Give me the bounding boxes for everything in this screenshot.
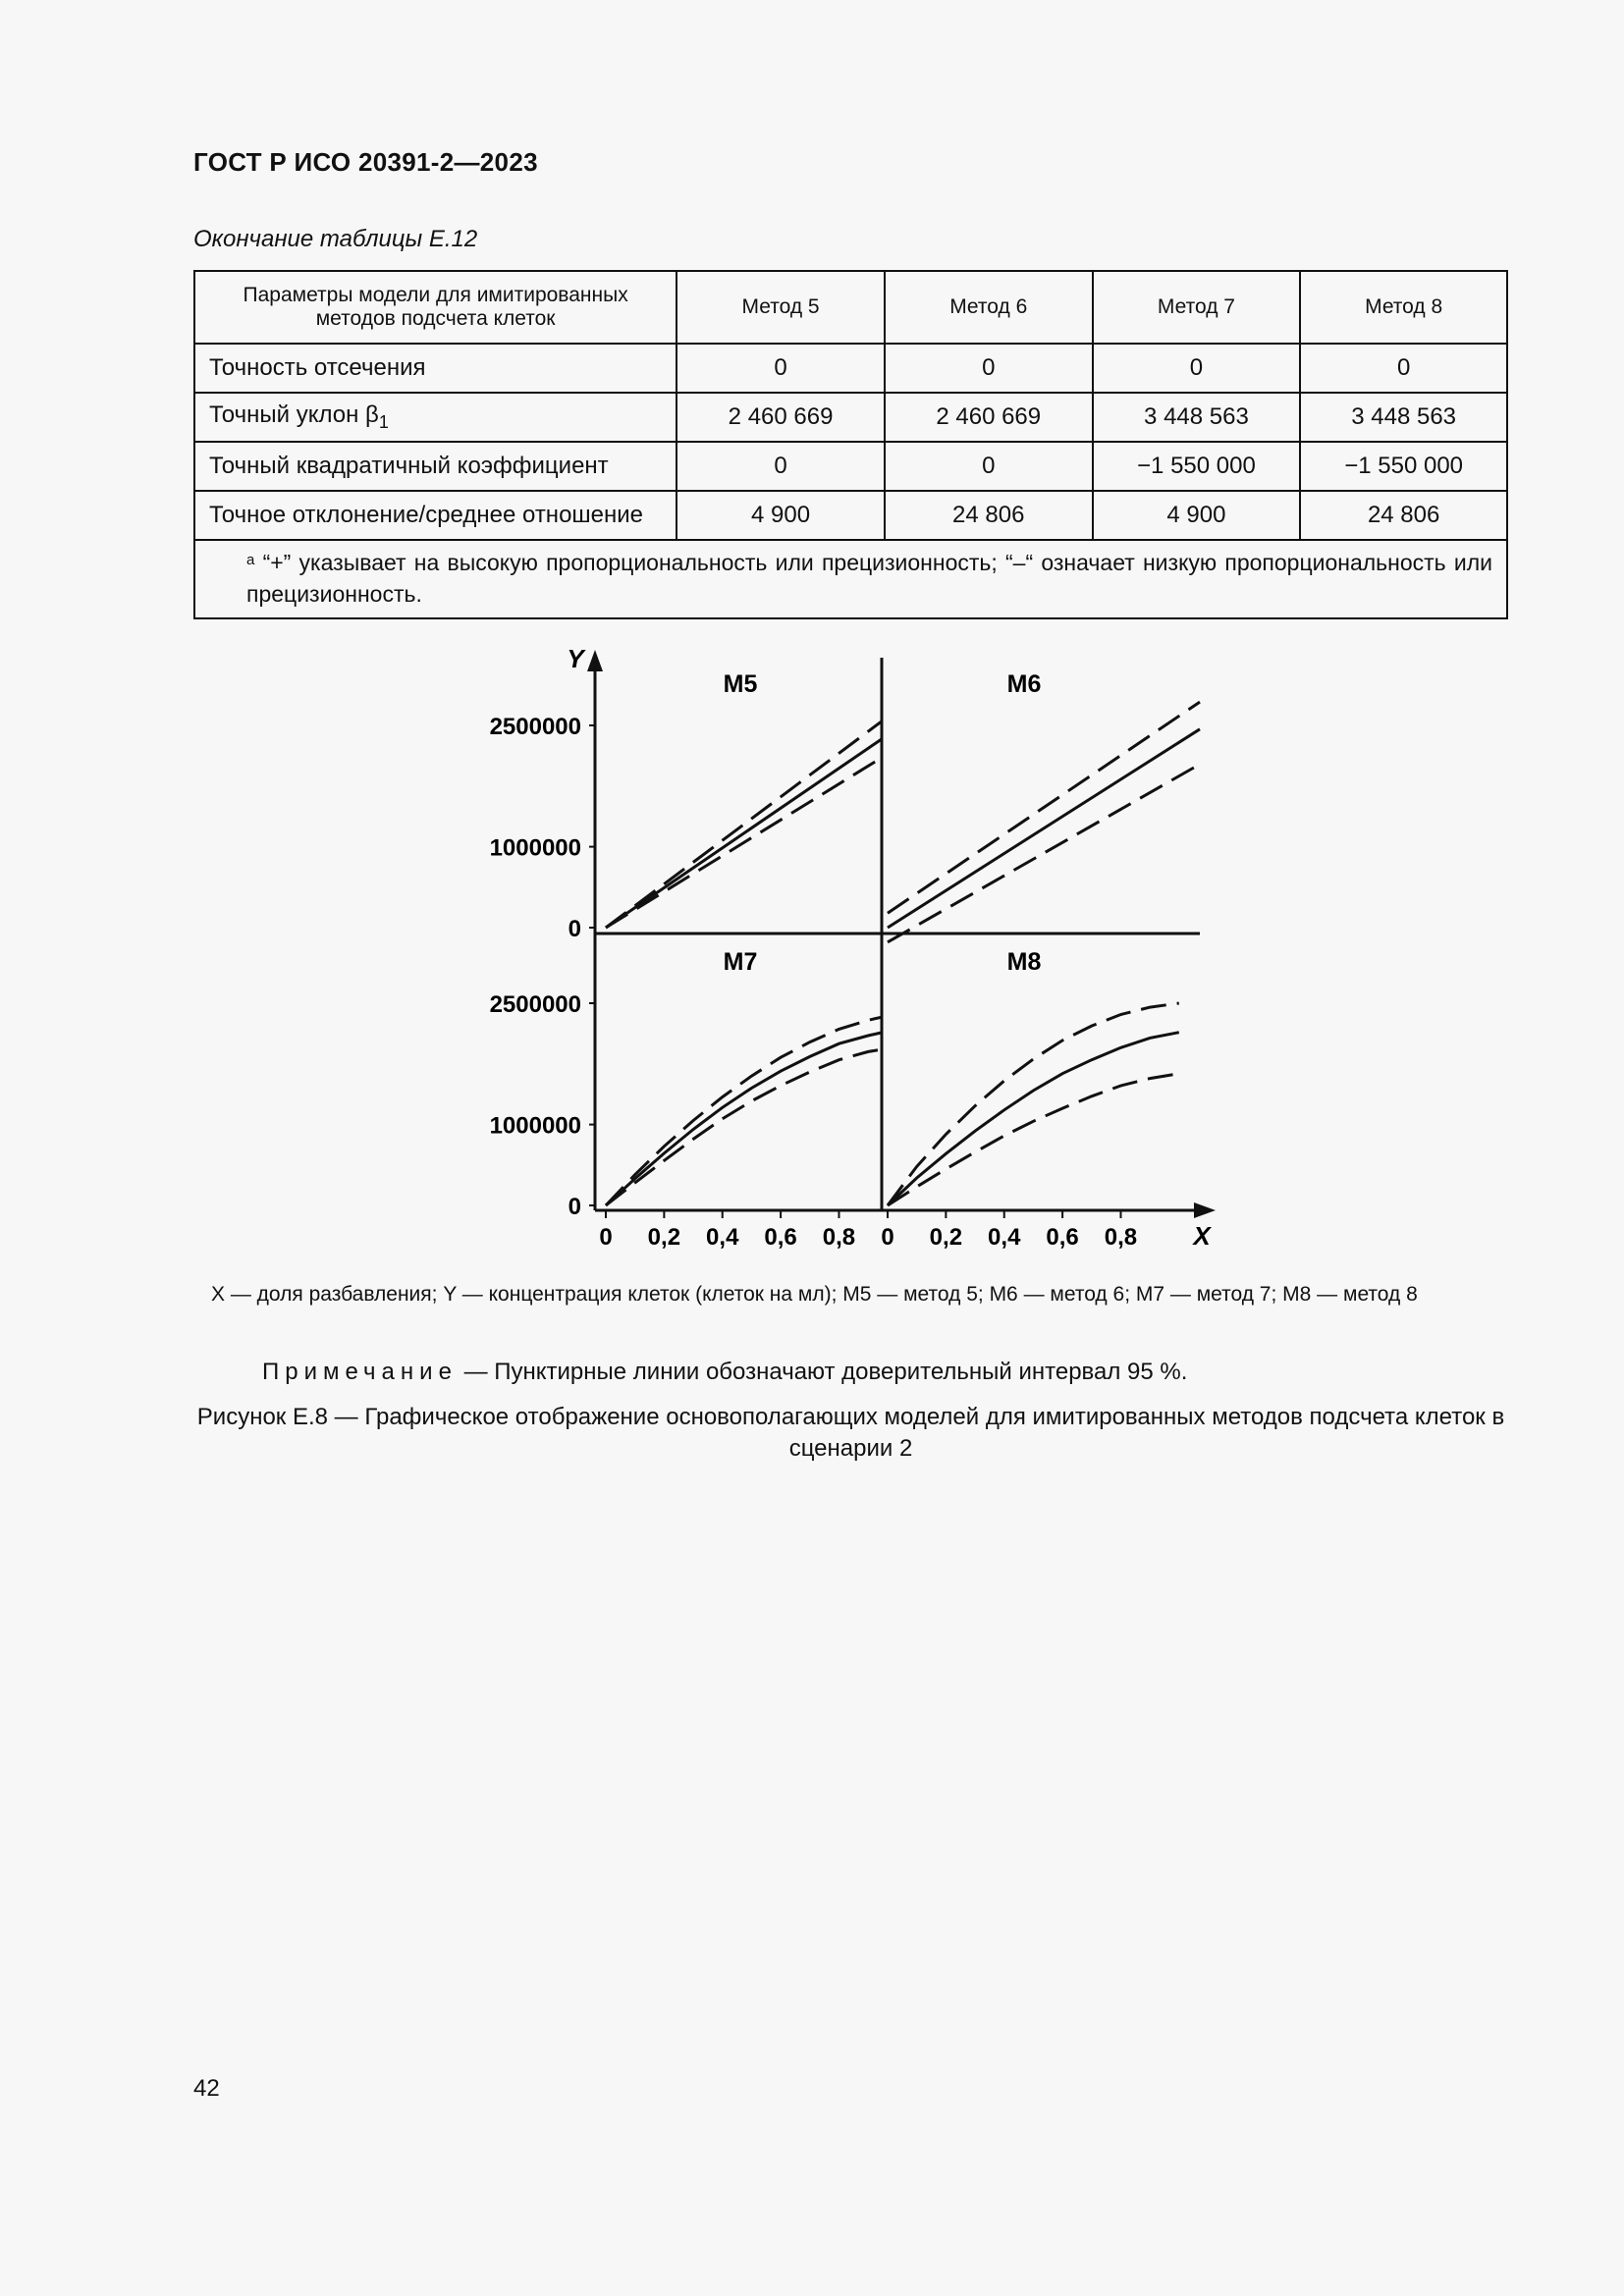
table-cell: 0 — [1093, 344, 1301, 393]
table-cell: 3 448 563 — [1300, 393, 1507, 442]
x-tick-label: 0,8 — [1104, 1224, 1138, 1251]
note-label: Примечание — [262, 1359, 458, 1385]
x-axis-arrow — [1194, 1202, 1216, 1218]
x-axis-label: X — [1193, 1221, 1211, 1251]
table-header-cell: Параметры модели для имитированных методов подсчета клеток — [194, 271, 677, 344]
page-number: 42 — [193, 2075, 220, 2102]
x-tick-label: 0,2 — [929, 1224, 963, 1251]
table-cell: 2 460 669 — [885, 393, 1093, 442]
row-label: Точное отклонение/среднее отношение — [194, 491, 677, 540]
figure-title: Рисунок Е.8 — Графическое отображение основополагающих моделей для имитированных методов подсчета клеток в сценарии 2 — [196, 1404, 1505, 1462]
footnote-mark: a — [246, 552, 255, 568]
note-text: — Пунктирные линии обозначают доверительный интервал 95 %. — [457, 1359, 1188, 1385]
table-caption: Окончание таблицы Е.12 — [193, 226, 478, 252]
confidence-bound-line — [888, 1003, 1179, 1205]
table-cell: −1 550 000 — [1300, 442, 1507, 491]
table-cell: 3 448 563 — [1093, 393, 1301, 442]
table-cell: 0 — [677, 344, 885, 393]
x-tick-label: 0,4 — [706, 1224, 739, 1251]
document-header: ГОСТ Р ИСО 20391-2—2023 — [193, 147, 538, 177]
table-cell: 2 460 669 — [677, 393, 885, 442]
y-axis-arrow — [587, 650, 603, 671]
table-cell: 4 900 — [677, 491, 885, 540]
footnote-text: “+” указывает на высокую пропорциональность или прецизионность; “–“ означает низкую пропорциональность или прецизионность. — [246, 550, 1492, 607]
model-line — [606, 739, 882, 928]
confidence-bound-line — [606, 1017, 882, 1205]
confidence-bound-line — [888, 765, 1200, 942]
confidence-bound-line — [606, 1049, 882, 1205]
table-cell: 0 — [1300, 344, 1507, 393]
table-header-cell: Метод 5 — [677, 271, 885, 344]
x-tick-label: 0,2 — [647, 1224, 681, 1251]
table-cell: 24 806 — [885, 491, 1093, 540]
model-line — [888, 729, 1200, 928]
x-tick-label: 0,4 — [988, 1224, 1021, 1251]
table-header-cell: Метод 7 — [1093, 271, 1301, 344]
x-tick-label: 0,6 — [1046, 1224, 1079, 1251]
y-tick-label: 1000000 — [489, 834, 581, 862]
table-cell: −1 550 000 — [1093, 442, 1301, 491]
row-label: Точность отсечения — [194, 344, 677, 393]
table-header-cell: Метод 8 — [1300, 271, 1507, 344]
x-tick-label: 0,8 — [822, 1224, 856, 1251]
confidence-bound-line — [888, 702, 1200, 913]
confidence-bound-line — [606, 721, 882, 928]
table-cell: 0 — [677, 442, 885, 491]
row-label: Точный квадратичный коэффициент — [194, 442, 677, 491]
x-tick-label: 0,6 — [764, 1224, 797, 1251]
row-label-text: Точный уклон β — [209, 401, 379, 429]
y-tick-label: 0 — [568, 1194, 581, 1220]
confidence-bound-line — [606, 758, 882, 928]
y-tick-label: 1000000 — [489, 1112, 581, 1140]
figure-legend: X — доля разбавления; Y — концентрация клеток (клеток на мл); M5 — метод 5; M6 — метод 6; M7 — метод 7; M8 — метод 8 — [211, 1283, 1418, 1306]
y-tick-label: 0 — [568, 916, 581, 942]
panel-title: M6 — [1006, 670, 1042, 698]
table-header-cell: Метод 6 — [885, 271, 1093, 344]
y-tick-label: 2500000 — [489, 991, 581, 1018]
y-axis-label: Y — [567, 644, 584, 673]
table-cell: 4 900 — [1093, 491, 1301, 540]
table-cell: 0 — [885, 344, 1093, 393]
table-cell: 24 806 — [1300, 491, 1507, 540]
panel-title: M5 — [723, 670, 758, 698]
x-tick-label: 0 — [881, 1224, 894, 1251]
figure-note — [262, 1359, 1187, 1386]
subscript: 1 — [378, 411, 389, 432]
table-cell: 0 — [885, 442, 1093, 491]
y-tick-label: 2500000 — [489, 714, 581, 740]
panel-title: M8 — [1006, 948, 1042, 976]
x-tick-label: 0 — [599, 1224, 613, 1251]
panel-title: M7 — [723, 948, 758, 976]
confidence-bound-line — [888, 1074, 1179, 1205]
